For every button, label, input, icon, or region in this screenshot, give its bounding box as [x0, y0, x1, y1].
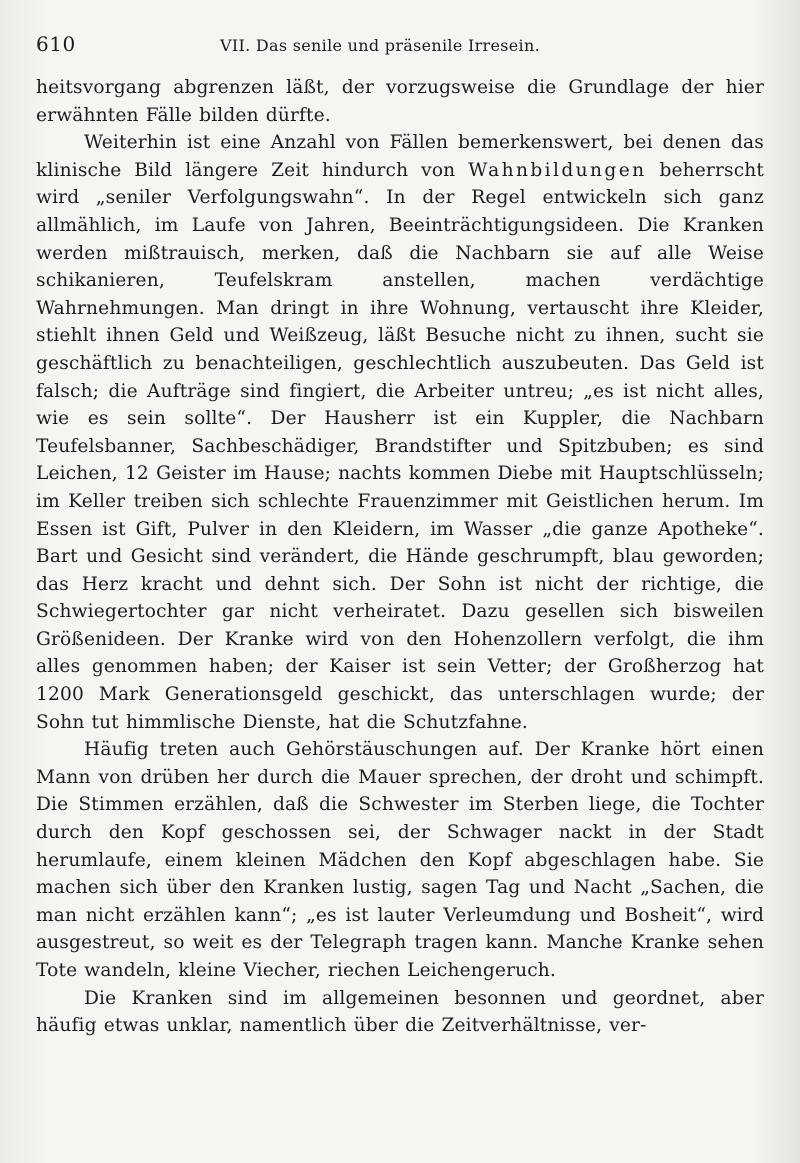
running-head: VII. Das senile und präsenile Irresein.	[220, 36, 540, 55]
body-text	[36, 74, 764, 1040]
spaced-emphasis: Wahnbildungen	[468, 159, 647, 181]
paragraph-text-start: Weiterhin ist eine Anzahl von Fällen bemerkenswert, bei denen das klinische Bild längere Zeit hindurch von	[36, 132, 764, 181]
paragraph-verfolgungswahn	[36, 129, 764, 736]
paragraph-text-end: beherrscht wird „seniler Verfolgungswahn“. In der Regel entwickeln sich ganz allmählich, im Laufe von Jahren, Beeinträchtigungsideen. Die Kranken werden mißtrauisch, merken, daß die Nachbarn sie auf alle Weise schikanieren, Teufelskram anstellen, machen verdächtige Wahrnehmungen. Man dringt in ihre Wohnung, vertauscht ihre Kleider, stiehlt ihnen Geld und Weißzeug, läßt Besuche nicht zu ihnen, sucht sie geschäftlich zu benachteiligen, geschlechtlich auszubeuten. Das Geld ist falsch; die Aufträge sind fingiert, die Arbeiter untreu; „es ist nicht alles, wie es sein sollte“. Der Hausherr ist ein Kuppler, die Nachbarn Teufelsbanner, Sachbeschädiger, Brandstifter und Spitzbuben; es sind Leichen, 12 Geister im Hause; nachts kommen Diebe mit Hauptschlüsseln; im Keller treiben sich schlechte Frauenzimmer mit Geistlichen herum. Im Essen ist Gift, Pulver in den Kleidern, im Wasser „die ganze Apotheke“. Bart und Gesicht sind verändert, die Hände geschrumpft, blau geworden; das Herz kracht und dehnt sich. Der Sohn ist nicht der richtige, die Schwiegertochter gar nicht verheiratet. Dazu gesellen sich bisweilen Größenideen. Der Kranke wird von den Hohenzollern verfolgt, die ihm alles genommen haben; der Kaiser ist sein Vetter; der Großherzog hat 1200 Mark Generationsgeld geschickt, das unterschlagen wurde; der Sohn tut himmlische Dienste, hat die Schutzfahne.	[36, 159, 765, 733]
page-header	[36, 32, 764, 62]
page-number: 610	[36, 32, 76, 56]
paragraph-besonnen: Die Kranken sind im allgemeinen besonnen und geordnet, aber häufig etwas unklar, namentlich über die Zeitverhältnisse, ver-	[36, 987, 764, 1037]
paragraph-continuation: heitsvorgang abgrenzen läßt, der vorzugsweise die Grundlage der hier erwähnten Fälle bilden dürfte.	[36, 77, 764, 126]
paragraph-gehoerstaeuschungen: Häufig treten auch Gehörstäuschungen auf. Der Kranke hört einen Mann von drüben her durch die Mauer sprechen, der droht und schimpft. Die Stimmen erzählen, daß die Schwester im Sterben liege, die Tochter durch den Kopf geschossen sei, der Schwager nackt in der Stadt herumlaufe, einem kleinen Mädchen den Kopf abgeschlagen habe. Sie machen sich über den Kranken lustig, sagen Tag und Nacht „Sachen, die man nicht erzählen kann“; „es ist lauter Verleumdung und Bosheit“, wird ausgestreut, so weit es der Telegraph tragen kann. Manche Kranke sehen Tote wandeln, kleine Viecher, riechen Leichengeruch.	[36, 739, 764, 981]
